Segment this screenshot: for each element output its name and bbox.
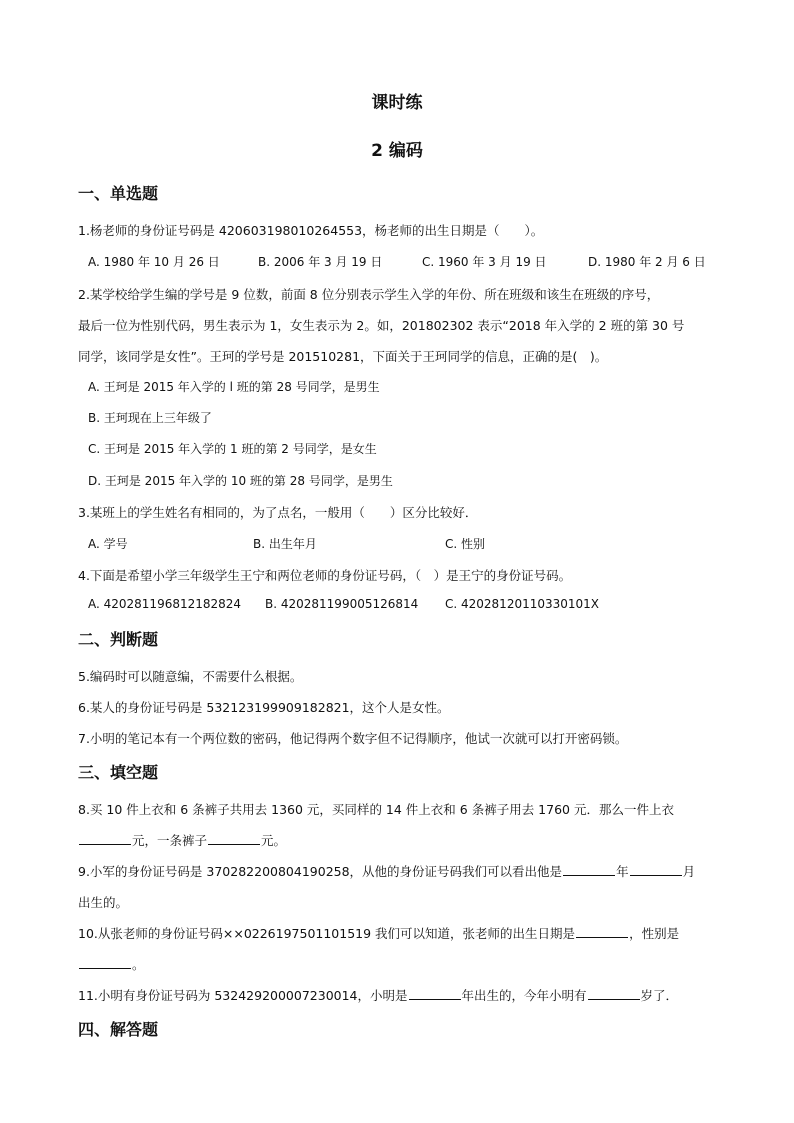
- q8-text-2: 元。: [261, 833, 287, 848]
- question-2-line-2: 最后一位为性别代码，男生表示为 1，女生表示为 2。如，201802302 表示“2018 年入学的 2 班的第 30 号: [78, 318, 685, 333]
- section-heading-true-false: 二、判断题: [78, 630, 159, 649]
- section-heading-solve: 四、解答题: [78, 1020, 159, 1039]
- q10-text-1: 10.从张老师的身份证号码××0226197501101519 我们可以知道，张老师的出生日期是: [78, 926, 576, 941]
- question-11: [78, 986, 678, 1004]
- answer-blank[interactable]: [576, 925, 628, 938]
- q11-text-1: 11.小明有身份证号码为 532429200007230014，小明是: [78, 988, 408, 1003]
- question-9-line-2: 出生的。: [78, 895, 129, 910]
- q11-text-2: 年出生的，今年小明有: [461, 988, 587, 1003]
- q10-text-3: 。: [132, 957, 145, 972]
- q4-option-a: A. 420281196812182824: [88, 597, 242, 611]
- q3-option-b: B. 出生年月: [253, 537, 317, 551]
- question-8-line-1: 8.买 10 件上衣和 6 条裤子共用去 1360 元，买同样的 14 件上衣和 6 条裤子用去 1760 元．那么一件上衣: [78, 802, 674, 817]
- q1-option-b: B. 2006 年 3 月 19 日: [258, 255, 383, 269]
- question-5: 5.编码时可以随意编，不需要什么根据。: [78, 669, 303, 684]
- question-9-line-1: [78, 862, 695, 880]
- question-2-line-3: 同学，该同学是女性”。王珂的学号是 201510281，下面关于王珂同学的信息，正确的是( )。: [78, 349, 608, 364]
- q3-option-a: A. 学号: [88, 537, 128, 551]
- q8-text-1: 元，一条裤子: [132, 833, 208, 848]
- q9-text-1: 9.小军的身份证号码是 370282200804190258，从他的身份证号码我们可以看出他是: [78, 864, 563, 879]
- q2-option-b: B. 王珂现在上三年级了: [88, 411, 212, 425]
- question-6: 6.某人的身份证号码是 532123199909182821，这个人是女性。: [78, 700, 450, 715]
- q4-option-c: C. 42028120110330101X: [445, 597, 600, 611]
- q10-text-2: ，性别是: [629, 926, 680, 941]
- q2-option-a: A. 王珂是 2015 年入学的 l 班的第 28 号同学，是男生: [88, 380, 380, 394]
- question-2-line-1: 2.某学校给学生编的学号是 9 位数，前面 8 位分别表示学生入学的年份、所在班级和该生在班级的序号，: [78, 287, 660, 302]
- q9-text-2: 年: [616, 864, 629, 879]
- q1-option-a: A. 1980 年 10 月 26 日: [88, 255, 220, 269]
- question-7: 7.小明的笔记本有一个两位数的密码，他记得两个数字但不记得顺序，他试一次就可以打开密码锁。: [78, 731, 628, 746]
- answer-blank[interactable]: [79, 832, 131, 845]
- question-10-line-2: [78, 955, 145, 973]
- q11-text-3: 岁了．: [640, 988, 679, 1003]
- q2-option-d: D. 王珂是 2015 年入学的 10 班的第 28 号同学，是男生: [88, 474, 393, 488]
- answer-blank[interactable]: [208, 832, 260, 845]
- q3-option-c: C. 性别: [445, 537, 486, 551]
- q1-option-d: D. 1980 年 2 月 6 日: [588, 255, 706, 269]
- section-heading-single-choice: 一、单选题: [78, 184, 159, 203]
- question-10-line-1: [78, 924, 679, 942]
- answer-blank[interactable]: [588, 987, 640, 1000]
- q2-option-c: C. 王珂是 2015 年入学的 1 班的第 2 号同学，是女生: [88, 442, 377, 456]
- q9-text-3: 月: [682, 864, 696, 879]
- answer-blank[interactable]: [563, 863, 615, 876]
- question-8-line-2: [78, 831, 286, 849]
- page-subtitle: 2 编码: [371, 141, 423, 161]
- page-title: 课时练: [371, 93, 423, 113]
- q4-option-b: B. 420281199005126814: [265, 597, 419, 611]
- question-3: 3.某班上的学生姓名有相同的，为了点名，一般用（ ）区分比较好．: [78, 505, 478, 520]
- question-1: 1.杨老师的身份证号码是 420603198010264553，杨老师的出生日期是（ ）。: [78, 223, 544, 238]
- answer-blank[interactable]: [79, 956, 131, 969]
- answer-blank[interactable]: [630, 863, 682, 876]
- question-4: 4.下面是希望小学三年级学生王宁和两位老师的身份证号码，（ ）是王宁的身份证号码。: [78, 568, 572, 583]
- section-heading-fill-in: 三、填空题: [78, 763, 159, 782]
- q1-option-c: C. 1960 年 3 月 19 日: [422, 255, 547, 269]
- answer-blank[interactable]: [409, 987, 461, 1000]
